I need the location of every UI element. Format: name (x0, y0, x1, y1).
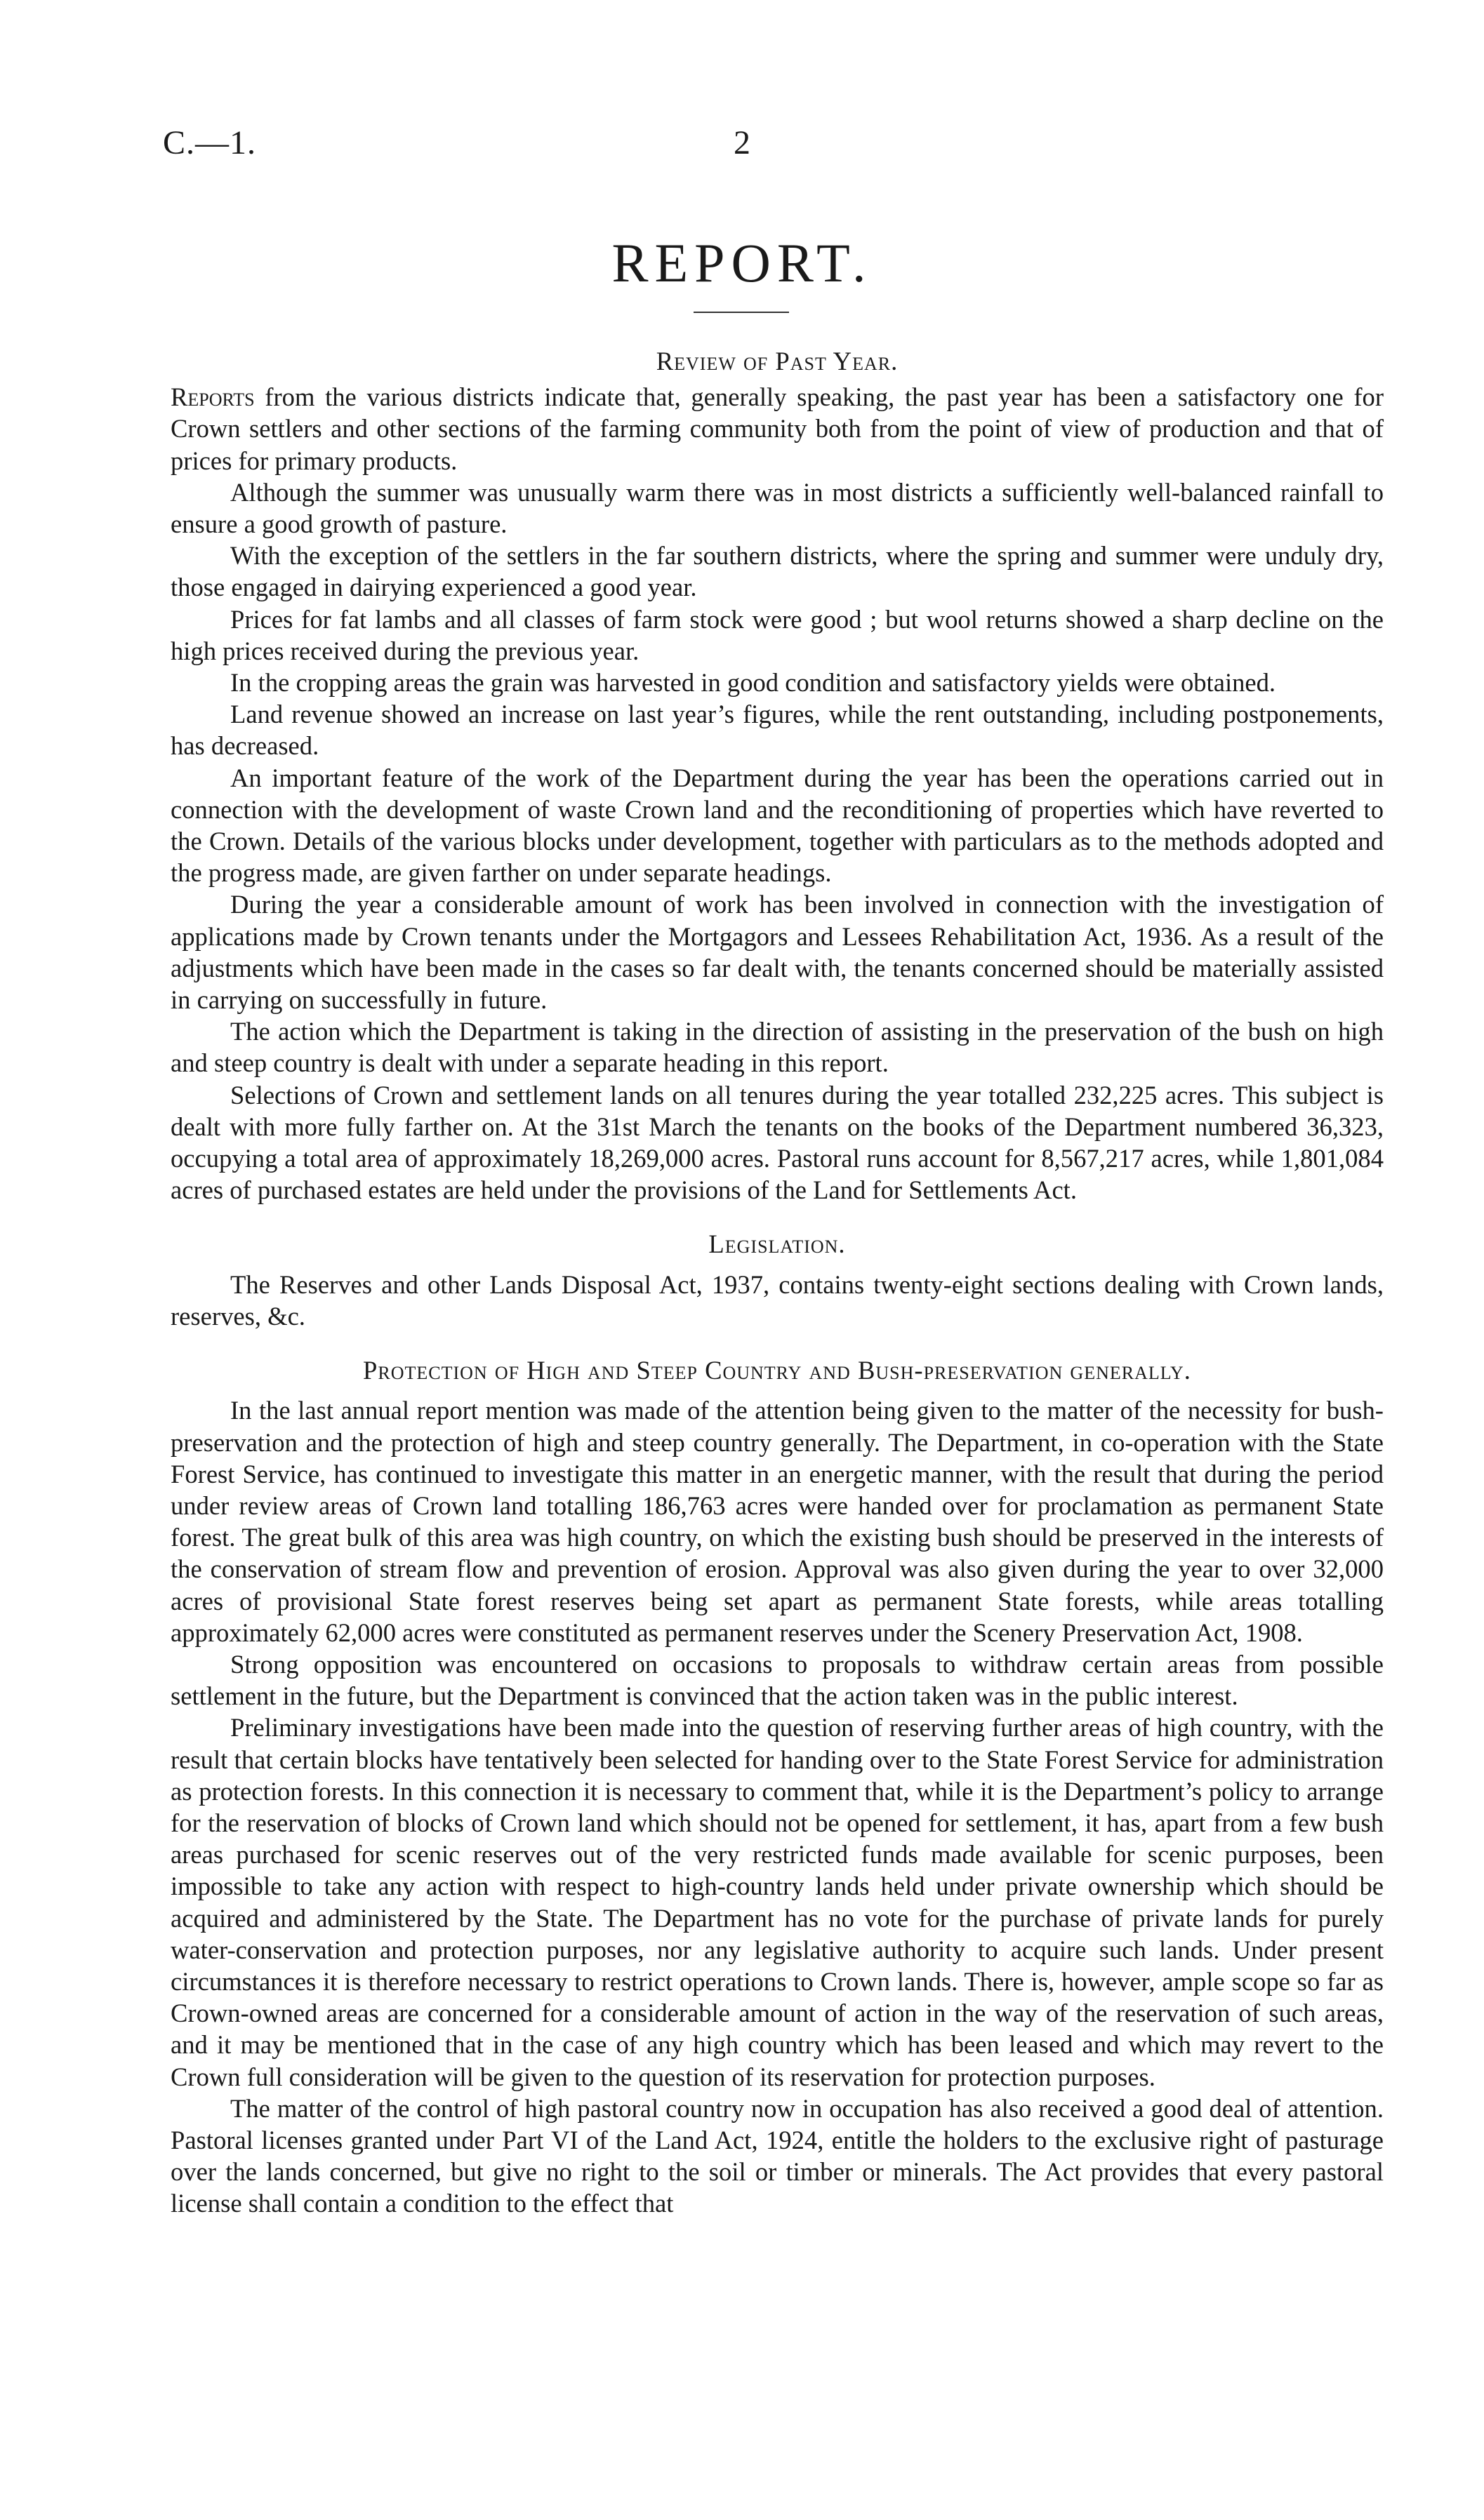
paragraph: Selections of Crown and settlement lands on all tenures during the year totalled 232,225 acres. This subject is dealt with more fully farther on. At the 31st March the tenants on the books of the Department numbered 36,323, occupying a total area of approximately 18,269,000 acres. Pastoral runs account for 8,567,217 acres, while 1,801,084 acres of purchased estates are held under the provisions of the Land for Settlements Act. (171, 1080, 1384, 1205)
report-body (171, 345, 1384, 2220)
paragraph: Although the summer was unusually warm there was in most districts a sufficiently well-balanced rainfall to ensure a good growth of pasture. (171, 477, 1384, 539)
title-divider (694, 312, 789, 313)
paragraph: Strong opposition was encountered on occasions to proposals to withdraw certain areas from possible settlement in the future, but the Department is convinced that the action taken was in the public interest. (171, 1649, 1384, 1711)
paragraph: The action which the Department is taking in the direction of assisting in the preservation of the bush on high and steep country is dealt with under a separate heading in this report. (171, 1017, 1384, 1078)
lead-word: Reports (171, 382, 255, 412)
paragraph: During the year a considerable amount of work has been involved in connection with the investigation of applications made by Crown tenants under the Mortgagors and Lessees Rehabilitation Act, 1936. As a result of the adjustments which have been made in the cases so far dealt with, the tenants concerned should be materially assisted in carrying on successfully in future. (171, 890, 1384, 1015)
paragraph (171, 381, 1384, 476)
paragraph: Preliminary investigations have been made into the question of reserving further areas of high country, with the result that certain blocks have tentatively been selected for handing over to the State Forest Service for administration as protection forests. In this connection it is necessary to comment that, while it is the Department’s policy to arrange for the reservation of blocks of Crown land which should not be opened for settlement, it has, apart from a few bush areas purchased for scenic reserves out of the very restricted funds made available for scenic purposes, been impossible to take any action with respect to high-country lands held under private ownership which should be acquired and administered by the State. The Department has no vote for the purchase of private lands for purely water-conservation and protection purposes, nor any legislative authority to acquire such lands. Under present circumstances it is therefore necessary to restrict operations to Crown lands. There is, however, ample scope so far as Crown-owned areas are concerned for a considerable amount of action in the way of the reservation of such areas, and it may be mentioned that in the case of any high country which has been leased and which may revert to the Crown full consideration will be given to the question of its reservation for protection purposes. (171, 1713, 1384, 2091)
paragraph: The Reserves and other Lands Disposal Act, 1937, contains twenty-eight sections dealing with Crown lands, reserves, &c. (171, 1269, 1384, 1331)
heading-legislation: Legislation. (708, 1229, 846, 1259)
paragraph: An important feature of the work of the Department during the year has been the operations carried out in connection with the development of waste Crown land and the reconditioning of properties which have reverted to the Crown. Details of the various blocks under development, together with particulars as to the methods adopted and the progress made, are given farther on under separate headings. (171, 763, 1384, 888)
paragraph: Land revenue showed an increase on last year’s figures, while the rent outstanding, including postponements, has decreased. (171, 700, 1384, 761)
page-number: 2 (734, 124, 750, 161)
paragraph: Prices for fat lambs and all classes of farm stock were good ; but wool returns showed a sharp decline on the high prices received during the previous year. (171, 604, 1384, 665)
document-reference: C.—1. (163, 124, 257, 161)
heading-protection-of-high-country: Protection of High and Steep Country and Bush-preservation generally. (363, 1356, 1191, 1385)
paragraph: With the exception of the settlers in the far southern districts, where the spring and summer were unduly dry, those engaged in dairying experienced a good year. (171, 541, 1384, 602)
paragraph: In the cropping areas the grain was harvested in good condition and satisfactory yields were obtained. (230, 668, 1276, 698)
page-title: REPORT. (611, 232, 873, 293)
paragraph: The matter of the control of high pastoral country now in occupation has also received a good deal of attention. Pastoral licenses granted under Part VI of the Land Act, 1924, entitle the holders to the exclusive right of pasturage over the lands concerned, but give no right to the soil or timber or minerals. The Act provides that every pastoral license shall contain a condition to the effect that (171, 2093, 1384, 2218)
paragraph-text: from the various districts indicate that, generally speaking, the past year has been a satisfactory one for Crown settlers and other sections of the farming community both from the point of view of production and that of prices for primary products. (171, 382, 1384, 475)
page-header (0, 124, 1484, 173)
heading-review-of-past-year: Review of Past Year. (656, 347, 899, 375)
paragraph: In the last annual report mention was made of the attention being given to the matter of the necessity for bush-preservation and the protection of high and steep country generally. The Department, in co-operation with the State Forest Service, has continued to investigate this matter in an energetic manner, with the result that during the period under review areas of Crown land totalling 186,763 acres were handed over for proclamation as permanent State forest. The great bulk of this area was high country, on which the existing bush should be preserved in the interests of the conservation of stream flow and prevention of erosion. Approval was also given during the year to over 32,000 acres of provisional State forest reserves being set apart as permanent State forests, while areas totalling approximately 62,000 acres were constituted as permanent reserves under the Scenery Preservation Act, 1908. (171, 1396, 1384, 1647)
